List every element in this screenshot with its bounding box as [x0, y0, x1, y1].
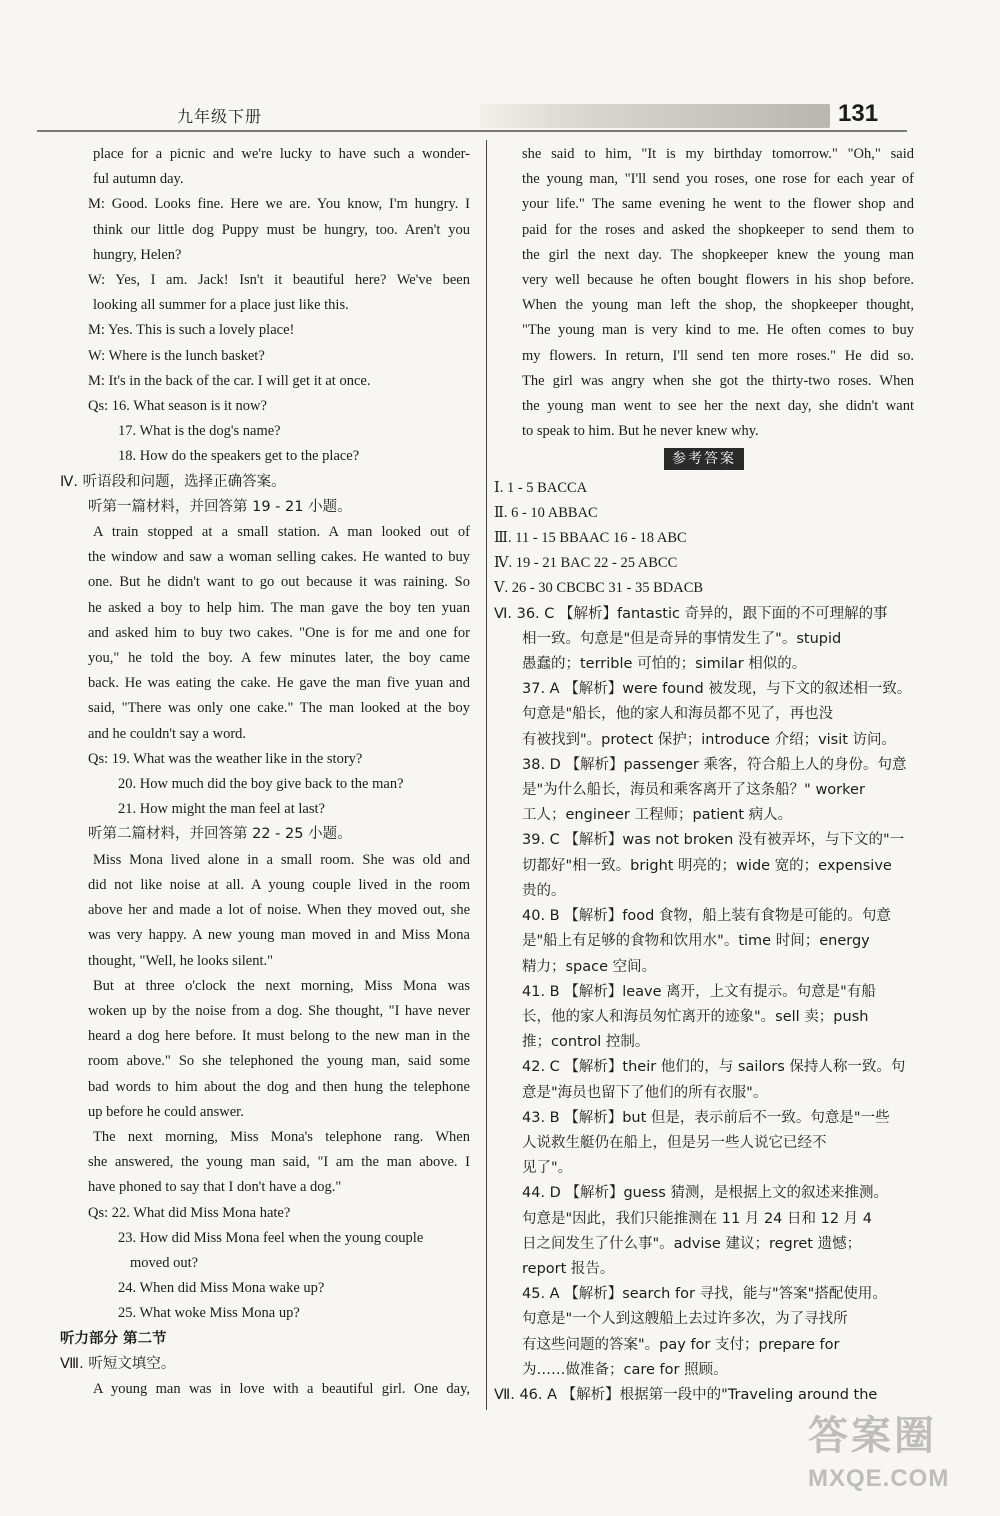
left-column — [60, 142, 470, 1402]
left-text-line: M: Good. Looks fine. Here we are. You know, I'm hungry. I — [88, 196, 470, 213]
left-text-line: did not like noise at all. A young couple lived in the room — [88, 876, 470, 893]
watermark-logo: 答案圈 — [808, 1413, 937, 1459]
left-text-line: she answered, the young man said, "I am the man above. I — [88, 1154, 470, 1171]
left-text-line: said, "There was only one cake." The man looked at the boy — [88, 700, 470, 717]
left-text-line: bad words to him about the dog and then hung the telephone — [88, 1078, 470, 1095]
right-text-line: 工人；engineer 工程师；patient 病人。 — [522, 807, 793, 824]
left-text-line: above her and made a lot of noise. When they moved out, she — [88, 902, 470, 919]
right-text-line: the girl the next day. The shopkeeper knew the young man — [522, 246, 914, 263]
right-text-line: Ⅲ. 11 - 15 BBAAC 16 - 18 ABC — [494, 530, 687, 547]
right-text-line: 40. B 【解析】food 食物，船上装有食物是可能的。句意 — [522, 908, 891, 925]
left-text-line: have phoned to say that I don't have a dog." — [88, 1179, 342, 1196]
left-text-line: 听第一篇材料，并回答第 19 - 21 小题。 — [88, 498, 352, 515]
right-text-line: Ⅵ. 36. C 【解析】fantastic 奇异的，跟下面的不可理解的事 — [494, 605, 888, 622]
right-text-line: 贵的。 — [522, 882, 566, 899]
right-text-line: 有被找到"。protect 保护；introduce 介绍；visit 访问。 — [522, 731, 897, 748]
right-text-line: 44. D 【解析】guess 猜测，是根据上文的叙述来推测。 — [522, 1185, 888, 1202]
right-text-line: 42. C 【解析】their 他们的，与 sailors 保持人称一致。句 — [522, 1059, 906, 1076]
right-text-line: Ⅱ. 6 - 10 ABBAC — [494, 504, 598, 521]
left-text-line: W: Where is the lunch basket? — [88, 347, 265, 364]
left-text-line: 18. How do the speakers get to the place? — [118, 448, 360, 465]
left-text-line: up before he could answer. — [88, 1103, 244, 1120]
right-text-line: Ⅳ. 19 - 21 BAC 22 - 25 ABCC — [494, 555, 678, 572]
left-text-line: hungry, Helen? — [93, 246, 182, 263]
right-text-line: 句意是"一个人到这艘船上去过许多次，为了寻找所 — [522, 1311, 848, 1328]
right-text-line: 41. B 【解析】leave 离开，上文有提示。句意是"有船 — [522, 983, 876, 1000]
right-text-line: 长，他的家人和海员匆忙离开的迹象"。sell 卖；push — [522, 1008, 869, 1025]
right-text-line: 见了"。 — [522, 1160, 573, 1177]
right-text-line: Ⅴ. 26 - 30 CBCBC 31 - 35 BDACB — [494, 580, 704, 597]
left-text-line: A young man was in love with a beautiful girl. One day, — [93, 1380, 470, 1397]
right-text-line: 为……做准备；care for 照顾。 — [522, 1361, 728, 1378]
left-text-line: moved out? — [130, 1254, 199, 1271]
left-text-line: he asked a boy to help him. The man gave the boy ten yuan — [88, 599, 470, 616]
right-text-line: 45. A 【解析】search for 寻找，能与"答案"搭配使用。 — [522, 1286, 887, 1303]
right-text-line: 句意是"因此，我们只能推测在 11 月 24 日和 12 月 4 — [522, 1210, 873, 1227]
left-text-line: think our little dog Puppy must be hungry, too. Aren't you — [93, 221, 470, 238]
left-text-line: Ⅳ. 听语段和问题，选择正确答案。 — [60, 473, 286, 490]
left-text-line: Ⅷ. 听短文填空。 — [60, 1355, 176, 1372]
right-text-line: the young man, "I'll send you roses, one rose for each year of — [522, 171, 914, 188]
left-text-line: W: Yes, I am. Jack! Isn't it beautiful here? We've been — [88, 272, 470, 289]
right-text-line: 是"船上有足够的食物和饮用水"。time 时间；energy — [522, 933, 870, 950]
left-text-line: 听第二篇材料，并回答第 22 - 25 小题。 — [88, 826, 352, 843]
header-rule — [37, 130, 907, 132]
left-text-line: you," he told the boy. A few minutes later, the boy came — [88, 650, 470, 667]
page-header — [0, 0, 1000, 140]
right-text-line: 日之间发生了什么事"。advise 建议；regret 遗憾； — [522, 1235, 862, 1252]
left-text-line: and he couldn't say a word. — [88, 725, 247, 742]
right-text-line: 人说救生艇仍在船上，但是另一些人说它已经不 — [522, 1134, 827, 1151]
right-text-line: 是"为什么船长，海员和乘客离开了这条船？" worker — [522, 782, 865, 799]
right-text-line: she said to him, "It is my birthday tomorrow." "Oh," said — [522, 146, 914, 162]
answer-key-heading — [494, 447, 914, 472]
left-text-line: 17. What is the dog's name? — [118, 423, 281, 440]
left-text-line: 23. How did Miss Mona feel when the young couple — [118, 1229, 424, 1246]
left-text-line: woken up by the noise from a dog. She thought, "I have never — [88, 1002, 470, 1019]
left-text-line: and asked him to buy two cakes. "One is for me and one for — [88, 624, 470, 641]
watermark — [808, 1404, 986, 1504]
answer-key-label: 参考答案 — [664, 448, 744, 470]
left-text-line: room above." So she telephoned the young man, said some — [88, 1053, 470, 1070]
left-text-line: 21. How might the man feel at last? — [118, 801, 325, 818]
book-title: 九年级下册 — [177, 107, 263, 126]
left-text-line: the window and saw a woman selling cakes. He wanted to buy — [88, 549, 470, 566]
left-text-line: was very happy. A new young man moved in and Miss Mona — [88, 927, 470, 944]
watermark-url: MXQE.COM — [808, 1465, 950, 1492]
right-text-line: When the young man left the shop, the shopkeeper thought, — [522, 297, 914, 314]
left-text-line: Qs: 22. What did Miss Mona hate? — [88, 1204, 291, 1221]
right-text-line: my flowers. In return, I'll send ten more roses." He did so. — [522, 347, 914, 364]
left-text-line: Miss Mona lived alone in a small room. She was old and — [93, 851, 470, 868]
left-text-line: ful autumn day. — [93, 171, 184, 188]
right-text-line: 推；control 控制。 — [522, 1034, 650, 1051]
column-divider — [486, 140, 487, 1410]
right-column — [494, 142, 914, 1408]
left-text-line: Qs: 16. What season is it now? — [88, 398, 267, 415]
left-text-line: place for a picnic and we're lucky to have such a wonder- — [93, 146, 470, 162]
page-number: 131 — [838, 100, 879, 127]
left-text-line: one. But he didn't want to go out because it was raining. So — [88, 574, 470, 591]
left-text-line: The next morning, Miss Mona's telephone rang. When — [93, 1128, 470, 1145]
left-text-line: back. He was eating the cake. He gave the man five yuan and — [88, 675, 470, 692]
right-text-line: 精力；space 空间。 — [522, 958, 657, 975]
left-text-line: 24. When did Miss Mona wake up? — [118, 1280, 325, 1297]
left-text-line: M: Yes. This is such a lovely place! — [88, 322, 295, 339]
right-text-line: the young man went to see her the next day, she didn't want — [522, 398, 914, 415]
right-text-line: 有这些问题的答案"。pay for 支付；prepare for — [522, 1336, 840, 1353]
left-text-line: A train stopped at a small station. A man looked out of — [93, 524, 470, 541]
left-text-line: 25. What woke Miss Mona up? — [118, 1305, 300, 1322]
right-text-line: 37. A 【解析】were found 被发现，与下文的叙述相一致。 — [522, 681, 912, 698]
left-text-line: 听力部分 第二节 — [60, 1330, 167, 1347]
right-text-line: 相一致。句意是"但是奇异的事情发生了"。stupid — [522, 630, 842, 647]
right-text-line: 愚蠢的；terrible 可怕的；similar 相似的。 — [522, 656, 807, 673]
right-text-line: Ⅰ. 1 - 5 BACCA — [494, 479, 588, 496]
left-text-line: Qs: 19. What was the weather like in the story? — [88, 750, 363, 767]
left-text-line: 20. How much did the boy give back to the man? — [118, 776, 404, 793]
right-text-line: to speak to him. But he never knew why. — [522, 423, 759, 440]
right-text-line: very well because he often bought flowers in his shop before. — [522, 272, 914, 289]
right-text-line: your life." The same evening he went to the flower shop and — [522, 196, 914, 213]
right-text-line: paid for the roses and asked the shopkeeper to send them to — [522, 221, 914, 238]
left-text-line: looking all summer for a place just like this. — [93, 297, 349, 314]
left-text-line: thought, "Well, he looks silent." — [88, 952, 274, 969]
left-text-line: But at three o'clock the next morning, Miss Mona was — [93, 977, 470, 994]
right-text-line: report 报告。 — [522, 1260, 615, 1277]
right-text-line: 39. C 【解析】was not broken 没有被弄坏，与下文的"一 — [522, 832, 905, 849]
right-text-line: 38. D 【解析】passenger 乘客，符合船上人的身份。句意 — [522, 756, 907, 773]
right-text-line: 43. B 【解析】but 但是，表示前后不一致。句意是"一些 — [522, 1109, 890, 1126]
left-text-line: heard a dog here before. It must belong to the new man in the — [88, 1028, 470, 1045]
right-text-line: 意是"海员也留下了他们的所有衣服"。 — [522, 1084, 768, 1101]
right-text-line: 句意是"船长，他的家人和海员都不见了，再也没 — [522, 706, 834, 723]
right-text-line: 切都好"相一致。bright 明亮的；wide 宽的；expensive — [522, 857, 892, 874]
right-text-line: Ⅶ. 46. A 【解析】根据第一段中的"Traveling around the — [494, 1386, 878, 1403]
right-text-line: "The young man is very kind to me. He often comes to buy — [522, 322, 914, 339]
left-text-line: M: It's in the back of the car. I will get it at once. — [88, 372, 371, 389]
right-text-line: The girl was angry when she got the thirty-two roses. When — [522, 372, 914, 389]
header-decoration — [480, 104, 830, 128]
